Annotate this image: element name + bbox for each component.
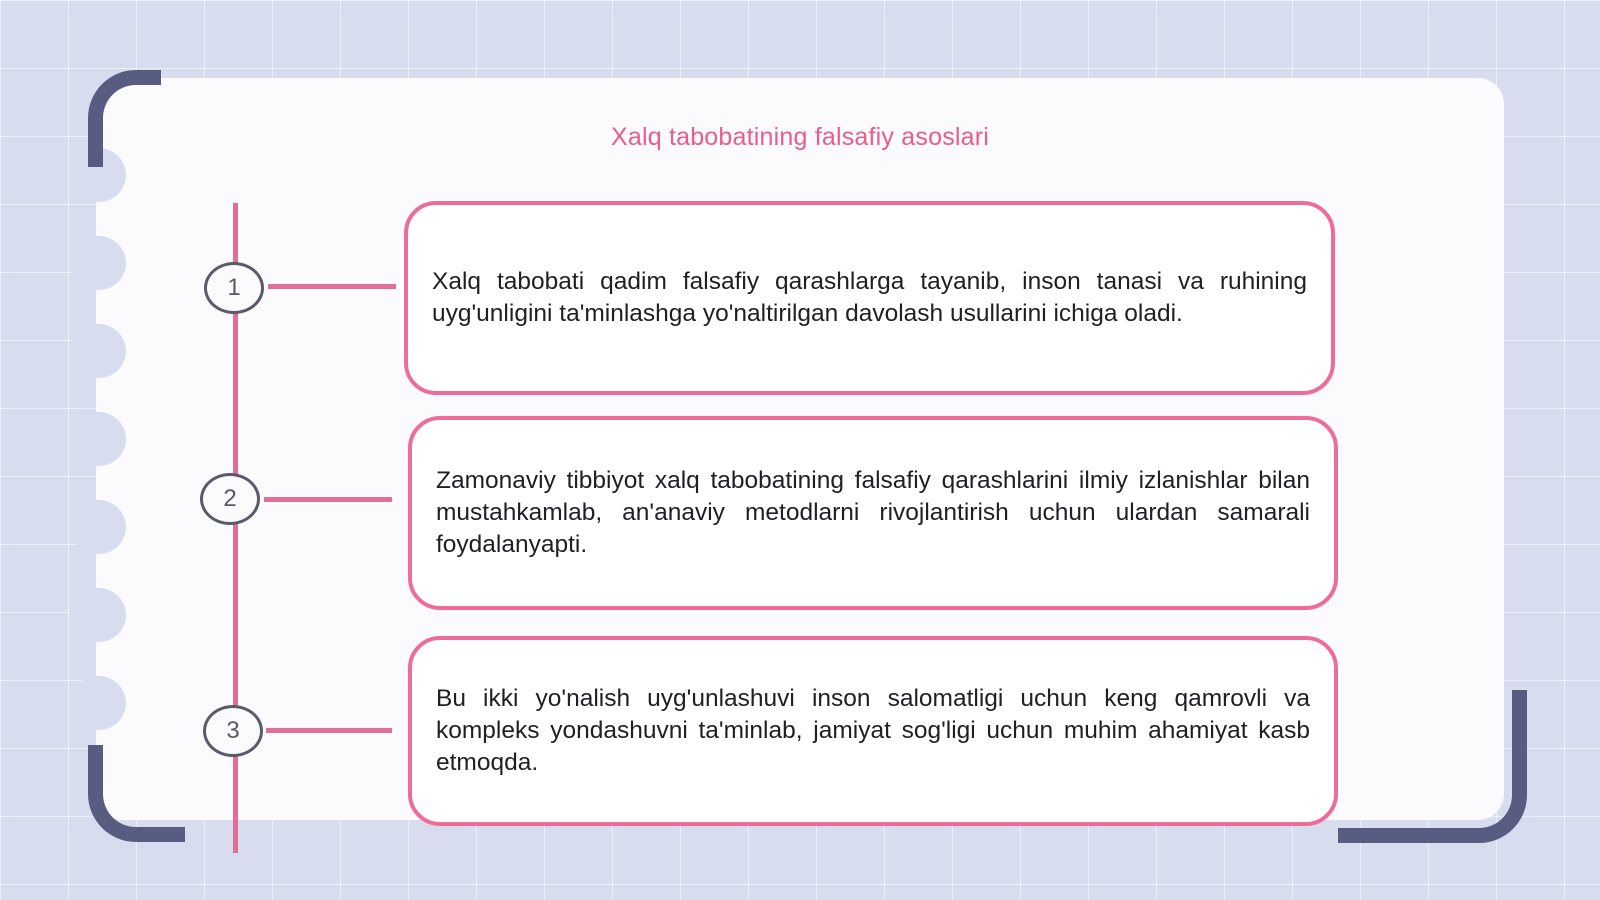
notebook-hole [70,588,126,642]
step-connector [264,497,392,502]
step-card-text: Bu ikki yo'nalish uyg'unlashuvi inson salomatligi uchun keng qamrovli va kompleks yondashuvni ta'minlab, jamiyat sog'ligi uchun muhim ahamiyat kasb etmoqda. [436,685,1310,776]
notebook-hole [70,324,126,378]
step-card-text: Xalq tabobati qadim falsafiy qarashlarga tayanib, inson tanasi va ruhining uyg'unligini ta'minlashga yo'naltirilgan davolash usullarini ichiga oladi. [432,268,1307,327]
corner-bracket-bottom-right [1338,690,1527,843]
step-number-badge: 3 [203,705,263,757]
notebook-hole [70,676,126,730]
step-card-1 [404,201,1335,395]
corner-bracket-bottom-left [88,745,185,842]
notebook-hole [70,500,126,554]
step-number-badge: 1 [204,262,264,314]
step-card-2 [408,416,1338,610]
notebook-hole [70,236,126,290]
step-card-text: Zamonaviy tibbiyot xalq tabobatining falsafiy qarashlarini ilmiy izlanishlar bilan mustahkamlab, an'anaviy metodlarni rivojlantirish uchun ulardan samarali foydalanyapti. [436,467,1310,558]
step-number-badge: 2 [200,473,260,525]
step-connector [266,728,392,733]
step-card-3 [408,636,1338,826]
slide-title: Xalq tabobatining falsafiy asoslari [610,123,990,151]
corner-bracket-top-left [88,70,161,167]
step-connector [268,284,396,289]
notebook-hole [70,412,126,466]
